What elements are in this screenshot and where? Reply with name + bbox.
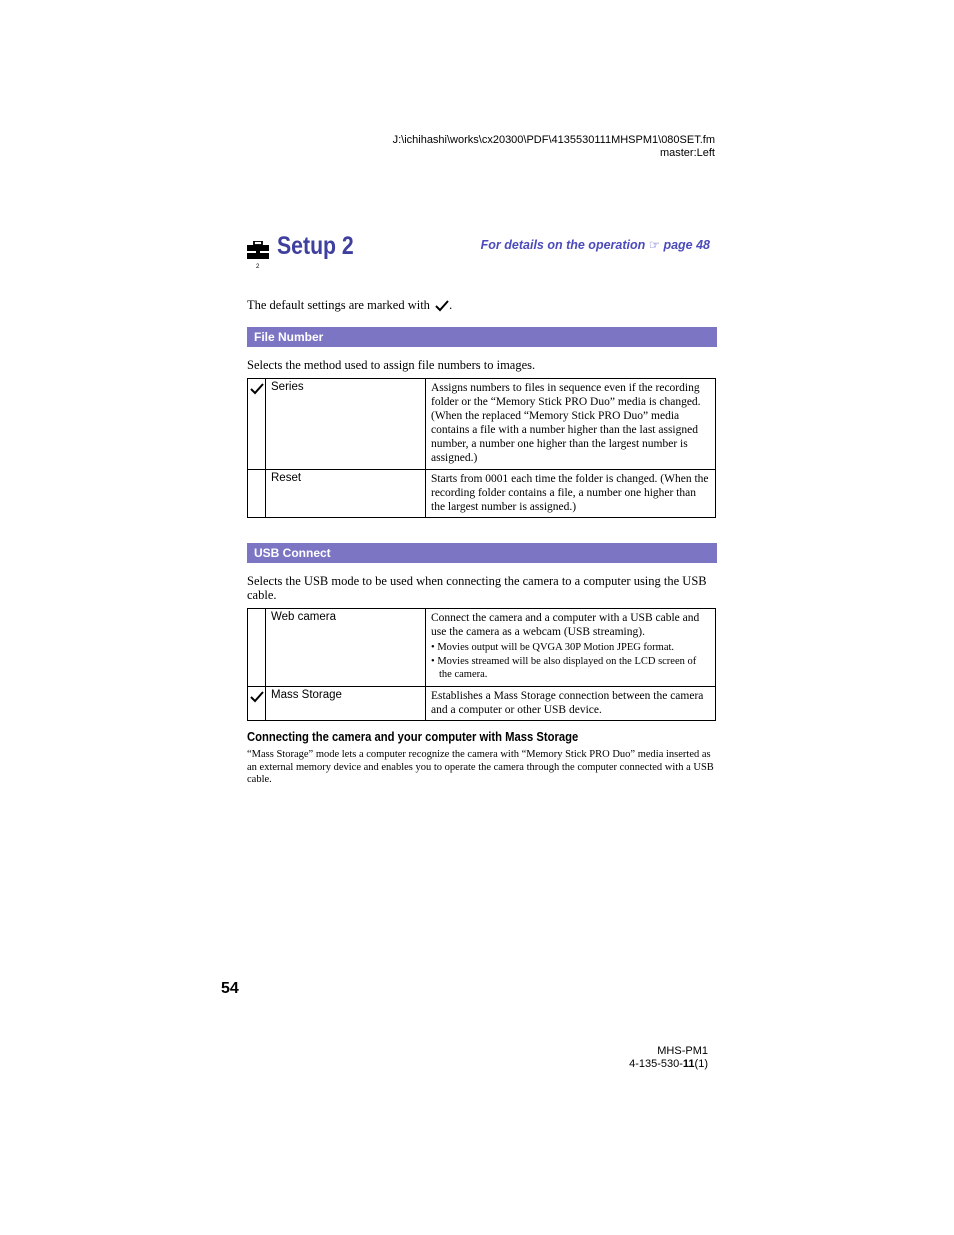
model-code: MHS-PM1 (657, 1045, 708, 1057)
section-bar-file-number (247, 327, 717, 347)
section-intro: Selects the method used to assign file numbers to images. (247, 358, 536, 372)
default-mark-cell (248, 609, 266, 687)
option-description: Connect the camera and a computer with a USB cable and use the camera as a webcam (USB streaming). (431, 612, 700, 638)
bullet-text: Movies streamed will be also displayed on the LCD screen of the camera. (437, 655, 697, 680)
option-name: Mass Storage (266, 687, 426, 721)
table-row (248, 379, 716, 470)
checkmark-icon (250, 382, 264, 400)
option-name: Reset (266, 470, 426, 518)
pointing-hand-icon: ☞ (648, 238, 660, 252)
section-heading: File Number (254, 330, 324, 344)
bullet-item: • Movies streamed will be also displayed on the LCD screen of the camera. (431, 655, 697, 680)
part-number-bold: 11 (682, 1058, 695, 1070)
toolbox-icon (247, 241, 269, 269)
bullet-text: Movies output will be QVGA 30P Motion JPEG format. (437, 642, 675, 653)
option-description: Starts from 0001 each time the folder is changed. (When the recording folder contains a file, a number one higher than the largest number is assigned.) (426, 470, 716, 518)
section-bar-usb-connect (247, 543, 717, 563)
subsection-heading: Connecting the camera and your computer with Mass Storage (247, 730, 579, 744)
subsection-text: “Mass Storage” mode lets a computer recognize the camera with “Memory Stick PRO Duo” media inserted as an external memory device and enables you to operate the camera through the computer connected with a USB cable. (247, 749, 714, 786)
default-note-text: The default settings are marked with (247, 298, 430, 312)
page-number: 54 (221, 980, 239, 997)
section-heading: USB Connect (254, 546, 331, 560)
default-mark-cell (248, 687, 266, 721)
bullet-item: • Movies output will be QVGA 30P Motion JPEG format. (431, 642, 675, 653)
options-table-usb-connect (247, 608, 716, 721)
section-intro: Selects the USB mode to be used when connecting the camera to a computer using the USB cable. (247, 574, 707, 602)
table-row (248, 470, 716, 518)
table-row (248, 687, 716, 721)
file-path: J:\ichihashi\works\cx20300\PDF\4135530111MHSPM1\080SET.fm (392, 134, 715, 146)
icon-subscript: 2 (256, 264, 260, 269)
table-row (248, 609, 716, 687)
option-name: Series (266, 379, 426, 470)
checkmark-icon (435, 299, 449, 315)
document-footer (629, 1045, 708, 1071)
option-description-cell (426, 609, 716, 687)
reference-text: For details on the operation (480, 238, 646, 252)
default-mark-cell (248, 470, 266, 518)
option-description: Assigns numbers to files in sequence even if the recording folder or the “Memory Stick PRO Duo” media is changed. (When the replaced “Memory Stick PRO Duo” media contains a file with a number higher than the last assigned number, a number one higher than the largest number is assigned.) (426, 379, 716, 470)
document-header (393, 134, 715, 160)
options-table-file-number (247, 378, 716, 518)
operation-reference (481, 237, 710, 252)
page-title: Setup 2 (277, 232, 354, 260)
default-note (247, 298, 452, 315)
reference-page: page 48 (663, 238, 710, 252)
option-description: Establishes a Mass Storage connection between the camera and a computer or other USB device. (426, 687, 716, 721)
default-note-end: . (449, 298, 453, 312)
master-label: master:Left (659, 147, 715, 159)
option-name: Web camera (266, 609, 426, 687)
default-mark-cell (248, 379, 266, 470)
part-number-prefix: 4-135-530- (629, 1058, 683, 1070)
checkmark-icon (250, 690, 264, 708)
part-number (629, 1058, 708, 1071)
part-number-suffix: (1) (694, 1058, 708, 1070)
